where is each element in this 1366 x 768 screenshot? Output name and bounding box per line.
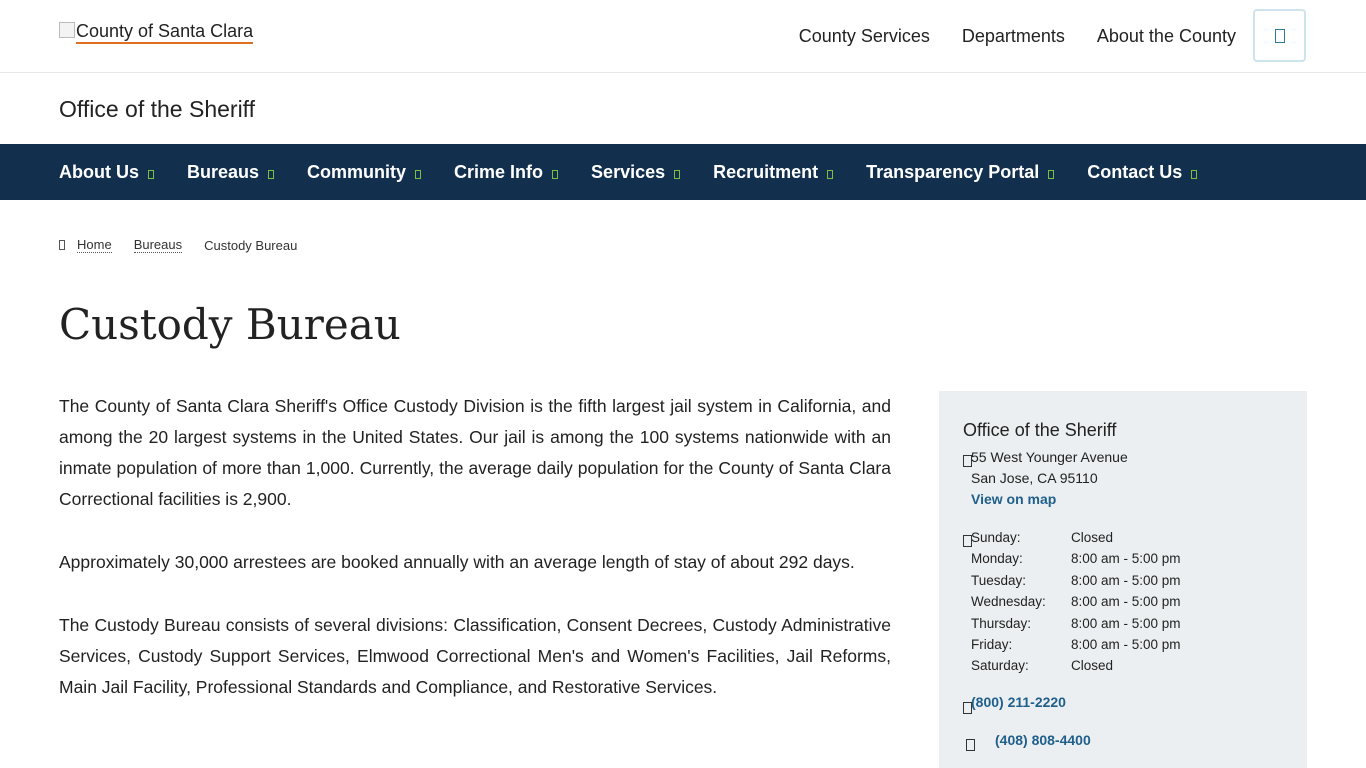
page-title: Custody Bureau — [59, 300, 401, 349]
view-on-map-link[interactable]: View on map — [971, 491, 1057, 507]
hours-row — [971, 527, 1181, 548]
main-nav-label: Transparency Portal — [866, 161, 1040, 182]
hours-row — [971, 591, 1181, 612]
breadcrumb — [59, 237, 297, 253]
main-nav-label: Community — [307, 161, 407, 182]
main-nav-about-us[interactable] — [59, 162, 154, 183]
hours-day: Saturday: — [971, 658, 1029, 674]
home-icon — [59, 240, 65, 250]
top-header — [0, 0, 1366, 73]
main-nav-label: Bureaus — [187, 161, 260, 182]
site-title[interactable]: Office of the Sheriff — [59, 96, 256, 122]
main-nav-recruitment[interactable] — [713, 162, 833, 183]
chevron-down-icon — [415, 170, 421, 179]
main-nav-community[interactable] — [307, 162, 421, 183]
sidebar-title: Office of the Sheriff — [963, 420, 1117, 440]
main-nav-transparency-portal[interactable] — [866, 162, 1054, 183]
hours-time: 8:00 am - 5:00 pm — [1071, 637, 1181, 653]
content-paragraph: Approximately 30,000 arrestees are booked annually with an average length of stay of about 292 days. — [59, 552, 855, 572]
hours-time: Closed — [1071, 530, 1114, 545]
nav-departments[interactable]: Departments — [961, 26, 1065, 46]
address-line2: San Jose, CA 95110 — [971, 470, 1098, 486]
phone2-link[interactable]: (408) 808-4400 — [995, 732, 1091, 748]
content-paragraph: The Custody Bureau consists of several divisions: Classification, Consent Decrees, Custody Administrative Services, Custody Support Services, Elmwood Correctional Men's and Women's Facilities, Jail Reforms, Main Jail Facility, Professional Standards and Compliance, and Restorative Services. — [59, 615, 891, 697]
nav-county-services[interactable]: County Services — [798, 26, 930, 46]
office-hours — [971, 527, 1181, 677]
hours-time: Closed — [1071, 658, 1114, 674]
main-nav-label: About Us — [59, 161, 139, 182]
main-nav-crime-info[interactable] — [454, 162, 558, 183]
main-content — [59, 391, 891, 735]
breadcrumb-bureaus[interactable]: Bureaus — [133, 237, 183, 252]
breadcrumb-home[interactable]: Home — [77, 237, 112, 252]
broken-image-icon — [59, 22, 75, 38]
hours-time: 8:00 am - 5:00 pm — [1071, 572, 1181, 588]
main-nav-bureaus[interactable] — [187, 162, 274, 183]
hours-row — [971, 634, 1181, 655]
breadcrumb-current: Custody Bureau — [204, 237, 298, 253]
main-nav-label: Services — [591, 161, 666, 182]
address-line1: 55 West Younger Avenue — [971, 449, 1128, 465]
top-nav — [799, 24, 1236, 48]
hours-time: 8:00 am - 5:00 pm — [1071, 615, 1181, 631]
hours-row — [971, 570, 1181, 591]
main-nav-services[interactable] — [591, 162, 680, 183]
hours-day: Monday: — [971, 551, 1023, 567]
main-nav — [0, 144, 1366, 200]
chevron-down-icon — [674, 170, 680, 179]
chevron-down-icon — [1191, 170, 1197, 179]
main-nav-contact-us[interactable] — [1087, 162, 1197, 183]
hours-day: Tuesday: — [971, 572, 1027, 588]
hours-row — [971, 548, 1181, 569]
content-paragraph: The County of Santa Clara Sheriff's Office Custody Division is the fifth largest jail system in California, and among the 20 largest systems in the United States. Our jail is among the 100 systems nationwide with an inmate population of more than 1,000. Currently, the average daily population for the County of Santa Clara Correctional facilities is 2,900. — [59, 396, 891, 509]
hours-time: 8:00 am - 5:00 pm — [1071, 594, 1181, 610]
chevron-down-icon — [148, 170, 154, 179]
chevron-down-icon — [268, 170, 274, 179]
chevron-down-icon — [827, 170, 833, 179]
nav-about-the-county[interactable]: About the County — [1096, 26, 1236, 46]
county-logo[interactable] — [59, 20, 253, 44]
phone2-icon-row — [966, 736, 975, 751]
chevron-down-icon — [552, 170, 558, 179]
search-button[interactable] — [1253, 9, 1306, 62]
hours-row — [971, 613, 1181, 634]
search-icon — [1275, 29, 1285, 43]
main-nav-label: Contact Us — [1087, 161, 1183, 182]
main-nav-label: Recruitment — [713, 161, 819, 182]
contact-sidebar — [939, 391, 1307, 768]
hours-time: 8:00 am - 5:00 pm — [1071, 551, 1181, 567]
chevron-down-icon — [1048, 170, 1054, 179]
hours-day: Sunday: — [971, 530, 1021, 545]
main-nav-label: Crime Info — [454, 161, 544, 182]
logo-link[interactable]: County of Santa Clara — [76, 20, 253, 44]
hours-day: Thursday: — [971, 615, 1032, 631]
hours-day: Friday: — [971, 637, 1013, 653]
hours-row — [971, 655, 1181, 676]
fax-icon — [966, 739, 975, 751]
hours-day: Wednesday: — [971, 594, 1046, 610]
phone1-link[interactable]: (800) 211-2220 — [971, 694, 1066, 710]
